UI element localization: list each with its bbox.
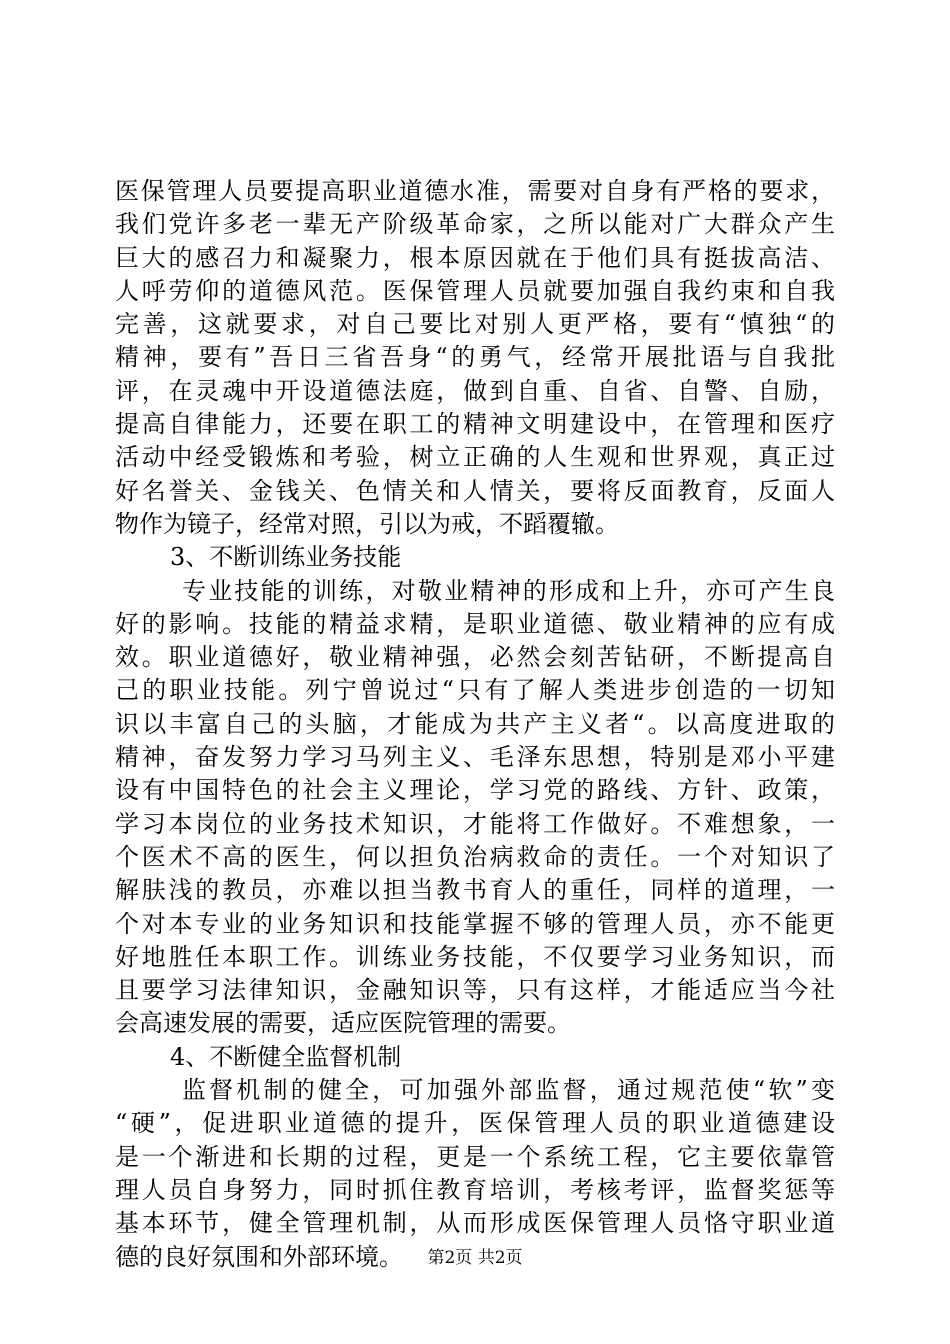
text-line: 己的职业技能。列宁曾说过“只有了解人类进步创造的一切知 — [115, 676, 835, 705]
text-line: 评，在灵魂中开设道德法庭，做到自重、自省、自警、自励， — [115, 376, 835, 405]
section-heading: 3、不断训练业务技能 — [170, 543, 402, 572]
text-line: 识以丰富自己的头脑，才能成为共产主义者“。以高度进取的 — [115, 709, 835, 738]
text-line: 活动中经受锻炼和考验，树立正确的人生观和世界观，真正过 — [115, 443, 835, 472]
page-footer: 第2页 共2页 — [427, 1248, 523, 1268]
text-line: 我们党许多老一辈无产阶级革命家，之所以能对广大群众产生 — [115, 210, 835, 239]
text-line: 解肤浅的教员，亦难以担当教书育人的重任，同样的道理，一 — [115, 876, 835, 905]
section-heading: 4、不断健全监督机制 — [170, 1042, 402, 1071]
text-line: 德的良好氛围和外部环境。 — [115, 1242, 403, 1271]
text-line: 专业技能的训练，对敬业精神的形成和上升，亦可产生良 — [182, 576, 835, 605]
text-line: 巨大的感召力和凝聚力，根本原因就在于他们具有挺拔高洁、 — [115, 243, 835, 272]
text-line: 精神，要有”吾日三省吾身“的勇气，经常开展批语与自我批 — [115, 343, 835, 372]
text-line: 精神，奋发努力学习马列主义、毛泽东思想，特别是邓小平建 — [115, 743, 835, 772]
text-line: 理人员自身努力，同时抓住教育培训，考核考评，监督奖惩等 — [115, 1175, 835, 1204]
text-line: 效。职业道德好，敬业精神强，必然会刻苦钻研，不断提高自 — [115, 643, 835, 672]
text-line: 好的影响。技能的精益求精，是职业道德、敬业精神的应有成 — [115, 609, 835, 638]
text-line: 个医术不高的医生，何以担负治病救命的责任。一个对知识了 — [115, 842, 835, 871]
text-line: 个对本专业的业务知识和技能掌握不够的管理人员，亦不能更 — [115, 909, 835, 938]
text-line: 学习本岗位的业务技术知识，才能将工作做好。不难想象，一 — [115, 809, 835, 838]
text-line: “硬”，促进职业道德的提升，医保管理人员的职业道德建设 — [115, 1109, 835, 1138]
body-text — [115, 175, 835, 1274]
text-line: 物作为镜子，经常对照，引以为戒，不蹈覆辙。 — [115, 509, 619, 538]
text-line: 提高自律能力，还要在职工的精神文明建设中，在管理和医疗 — [115, 410, 835, 439]
text-line: 医保管理人员要提高职业道德水准，需要对自身有严格的要求， — [115, 177, 835, 205]
text-line: 人呼劳仰的道德风范。医保管理人员就要加强自我约束和自我 — [115, 276, 835, 305]
text-line: 是一个渐进和长期的过程，更是一个系统工程，它主要依靠管 — [115, 1142, 835, 1171]
text-line: 好名誉关、金钱关、色情关和人情关，要将反面教育，反面人 — [115, 476, 835, 505]
text-line: 监督机制的健全，可加强外部监督，通过规范使“软”变 — [182, 1076, 835, 1105]
text-line: 且要学习法律知识，金融知识等，只有这样，才能适应当今社 — [115, 976, 835, 1005]
text-line: 设有中国特色的社会主义理论，学习党的路线、方针、政策， — [115, 776, 835, 805]
text-line: 好地胜任本职工作。训练业务技能，不仅要学习业务知识，而 — [115, 942, 835, 971]
text-line: 会高速发展的需要，适应医院管理的需要。 — [115, 1009, 571, 1038]
text-line: 基本环节，健全管理机制，从而形成医保管理人员恪守职业道 — [115, 1209, 835, 1238]
text-line: 完善，这就要求，对自己要比对别人更严格，要有“慎独“的 — [115, 310, 835, 339]
